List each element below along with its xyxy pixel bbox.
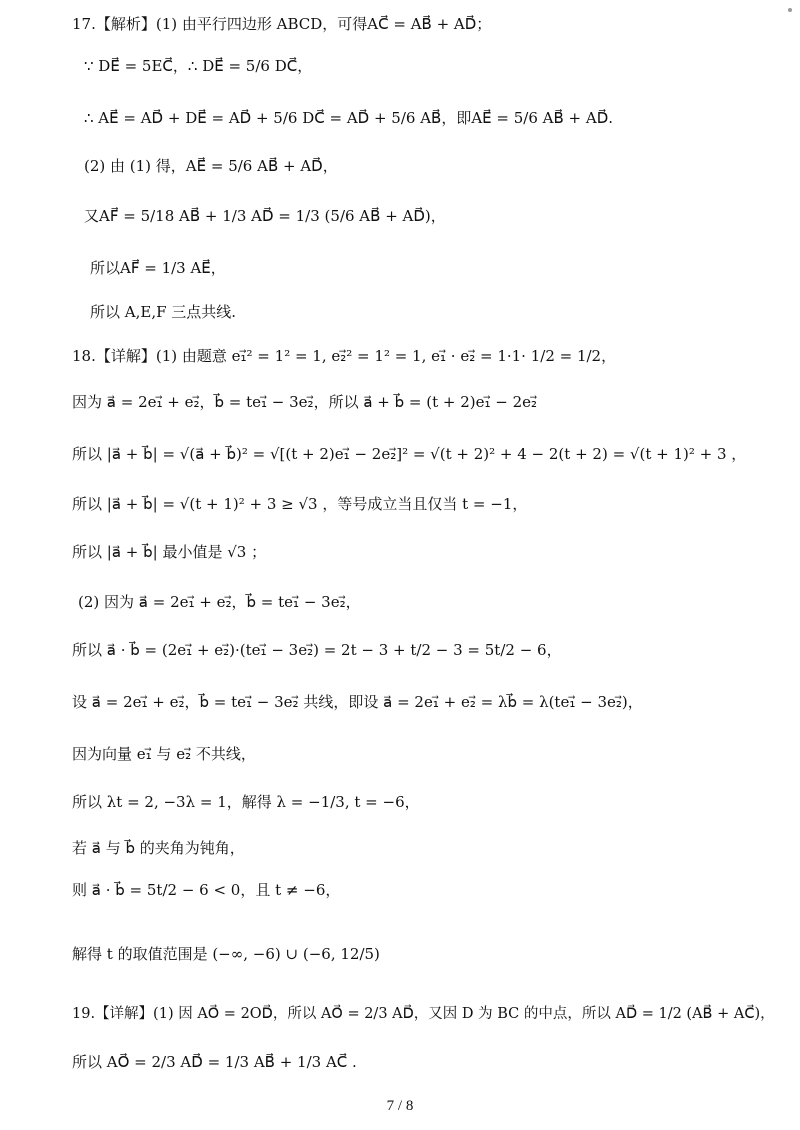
q18-line-10: 所以 λt = 2, −3λ = 1，解得 λ = −1/3, t = −6， xyxy=(72,793,420,811)
q18-line-8: 设 a⃗ = 2e₁⃗ + e₂⃗，b⃗ = te₁⃗ − 3e₂⃗ 共线，即设 a⃗ = 2e₁⃗ + e₂⃗ = λb⃗ = λ(te₁⃗ − 3e₂⃗)， xyxy=(72,693,643,711)
q18-line-9: 因为向量 e₁⃗ 与 e₂⃗ 不共线， xyxy=(72,745,256,763)
q18-line-11: 若 a⃗ 与 b⃗ 的夹角为钝角， xyxy=(72,839,245,857)
q17-line-2: ∵ DE⃗ = 5EC⃗，∴ DE⃗ = 5/6 DC⃗， xyxy=(84,57,313,75)
q19-line-2: 所以 AO⃗ = 2/3 AD⃗ = 1/3 AB⃗ + 1/3 AC⃗ . xyxy=(72,1053,357,1071)
q18-line-6: (2) 因为 a⃗ = 2e₁⃗ + e₂⃗，b⃗ = te₁⃗ − 3e₂⃗， xyxy=(78,593,361,611)
q18-line-3: 所以 |a⃗ + b⃗| = √(a⃗ + b⃗)² = √[(t + 2)e₁⃗ − 2e₂⃗]² = √(t + 2)² + 4 − 2(t + 2) = √(t + 1)² + 3 ， xyxy=(72,445,747,463)
q17-line-6: 所以AF⃗ = 1/3 AE⃗， xyxy=(90,259,226,277)
q17-line-1: 17.【解析】(1) 由平行四边形 ABCD，可得AC⃗ = AB⃗ + AD⃗； xyxy=(72,15,492,33)
q18-line-4: 所以 |a⃗ + b⃗| = √(t + 1)² + 3 ≥ √3 ，等号成立当且仅当 t = −1， xyxy=(72,495,528,513)
q18-line-12: 则 a⃗ · b⃗ = 5t/2 − 6 < 0，且 t ≠ −6， xyxy=(72,881,341,899)
q18-line-5: 所以 |a⃗ + b⃗| 最小值是 √3 ； xyxy=(72,543,267,561)
q19-line-1: 19.【详解】(1) 因 AO⃗ = 2OD⃗，所以 AO⃗ = 2/3 AD⃗，又因 D 为 BC 的中点，所以 AD⃗ = 1/2 (AB⃗ + AC⃗)， xyxy=(72,1006,775,1022)
q18-line-2: 因为 a⃗ = 2e₁⃗ + e₂⃗，b⃗ = te₁⃗ − 3e₂⃗，所以 a⃗ + b⃗ = (t + 2)e₁⃗ − 2e₂⃗ xyxy=(72,393,538,411)
q18-line-1: 18.【详解】(1) 由题意 e₁⃗² = 1² = 1, e₂⃗² = 1² = 1, e₁⃗ · e₂⃗ = 1·1· 1/2 = 1/2， xyxy=(72,347,617,365)
q18-line-7: 所以 a⃗ · b⃗ = (2e₁⃗ + e₂⃗)·(te₁⃗ − 3e₂⃗) = 2t − 3 + t/2 − 3 = 5t/2 − 6， xyxy=(72,641,562,659)
q17-line-5: 又AF⃗ = 5/18 AB⃗ + 1/3 AD⃗ = 1/3 (5/6 AB⃗ + AD⃗)， xyxy=(84,207,446,225)
q17-line-3: ∴ AE⃗ = AD⃗ + DE⃗ = AD⃗ + 5/6 DC⃗ = AD⃗ + 5/6 AB⃗，即AE⃗ = 5/6 AB⃗ + AD⃗. xyxy=(84,109,614,127)
page-number: 7 / 8 xyxy=(386,1098,414,1114)
q17-line-7: 所以 A,E,F 三点共线. xyxy=(90,303,237,321)
q18-line-13: 解得 t 的取值范围是 (−∞, −6) ∪ (−6, 12/5) xyxy=(72,945,380,963)
q17-line-4: (2) 由 (1) 得，AE⃗ = 5/6 AB⃗ + AD⃗， xyxy=(84,157,338,175)
corner-dot xyxy=(788,8,792,12)
